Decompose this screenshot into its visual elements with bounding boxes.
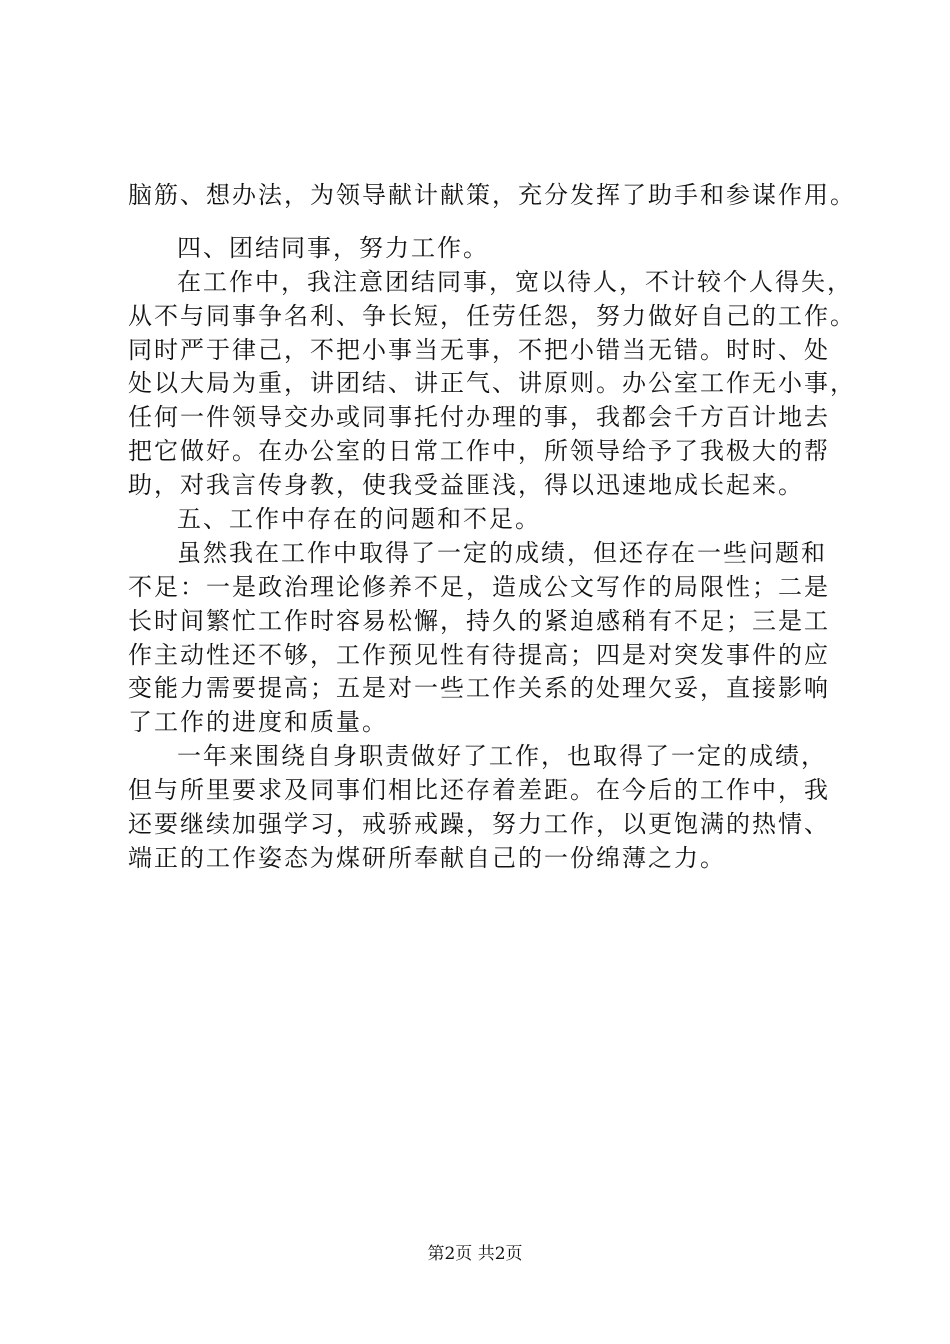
- paragraph-line: 助，对我言传身教，使我受益匪浅，得以迅速地成长起来。: [128, 471, 804, 499]
- paragraph-line: 同时严于律己，不把小事当无事，不把小错当无错。时时、处: [128, 336, 830, 364]
- paragraph-line: 但与所里要求及同事们相比还存着差距。在今后的工作中，我: [128, 776, 830, 804]
- paragraph-line: 从不与同事争名利、争长短，任劳任怨，努力做好自己的工作。: [128, 302, 856, 330]
- paragraph-line: 变能力需要提高；五是对一些工作关系的处理欠妥，直接影响: [128, 674, 830, 702]
- paragraph-line: 把它做好。在办公室的日常工作中，所领导给予了我极大的帮: [128, 437, 830, 465]
- section-heading: 四、团结同事，努力工作。: [177, 234, 489, 262]
- paragraph-line: 长时间繁忙工作时容易松懈，持久的紧迫感稍有不足；三是工: [128, 607, 830, 635]
- paragraph-line: 任何一件领导交办或同事托付办理的事，我都会千方百计地去: [128, 403, 830, 431]
- section-heading: 五、工作中存在的问题和不足。: [177, 505, 541, 533]
- page-number-footer: 第2页 共2页: [427, 1244, 523, 1264]
- paragraph-line: 作主动性还不够，工作预见性有待提高；四是对突发事件的应: [128, 641, 830, 669]
- paragraph-line: 还要继续加强学习，戒骄戒躁，努力工作，以更饱满的热情、: [128, 810, 830, 838]
- paragraph-line: 在工作中，我注意团结同事，宽以待人，不计较个人得失，: [177, 268, 853, 296]
- paragraph-line: 虽然我在工作中取得了一定的成绩，但还存在一些问题和: [177, 539, 827, 567]
- paragraph-line: 了工作的进度和质量。: [128, 708, 388, 736]
- paragraph-line: 不足：一是政治理论修养不足，造成公文写作的局限性；二是: [128, 573, 830, 601]
- paragraph-line: 端正的工作姿态为煤研所奉献自己的一份绵薄之力。: [128, 844, 726, 872]
- paragraph-line: 处以大局为重，讲团结、讲正气、讲原则。办公室工作无小事，: [128, 369, 856, 397]
- paragraph-line: 一年来围绕自身职责做好了工作，也取得了一定的成绩，: [177, 742, 827, 770]
- paragraph-line: 脑筋、想办法，为领导献计献策，充分发挥了助手和参谋作用。: [128, 181, 856, 209]
